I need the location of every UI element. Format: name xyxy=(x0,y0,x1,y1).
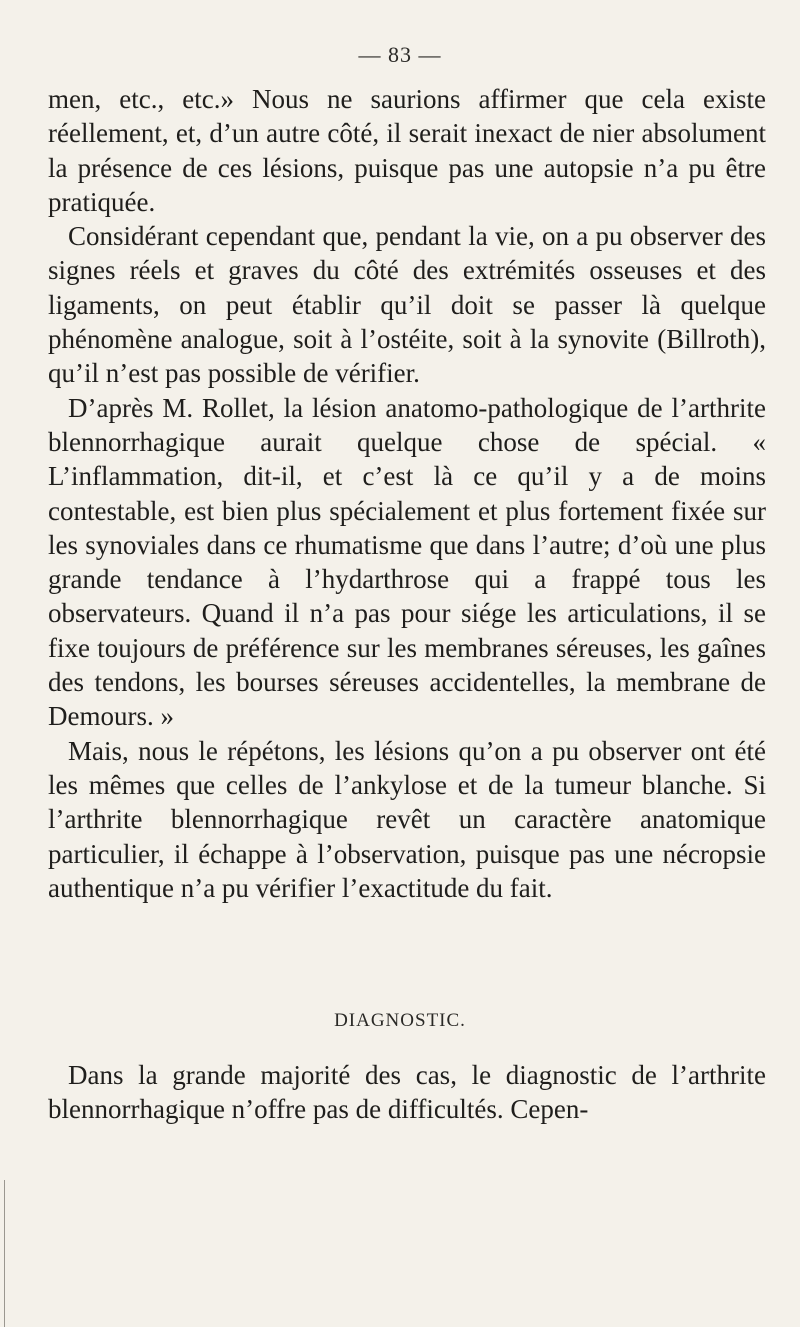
paragraph-2: Considérant cependant que, pendant la vie, on a pu observer des signes réels et graves du côté des extrémités osseuses et des ligaments, on peut établir qu’il doit se passer là quelque phénomène analogue, soit à l’ostéite, soit à la synovite (Billroth), qu’il n’est pas possible de vérifier. xyxy=(48,221,766,389)
paragraph-3: D’après M. Rollet, la lésion anatomo-pathologique de l’arthrite blennorrhagique aurait quelque chose de spécial. « L’inflammation, dit-il, et c’est là ce qu’il y a de moins contestable, est bien plus spécialement et plus fortement fixée sur les synoviales dans ce rhumatisme que dans l’autre; d’où une plus grande tendance à l’hydarthrose qui a frappé tous les observateurs. Quand il n’a pas pour siége les articulations, il se fixe toujours de préférence sur les membranes séreuses, les gaînes des tendons, les bourses séreuses accidentelles, la membrane de Demours. » xyxy=(48,392,766,732)
paragraph-1: men, etc., etc.» Nous ne saurions affirmer que cela existe réellement, et, d’un autre côté, il serait inexact de nier absolument la présence de ces lésions, puisque pas une autopsie n’a pu être pratiquée. xyxy=(48,84,766,217)
section-heading: DIAGNOSTIC. xyxy=(334,1010,466,1031)
page-edge-line xyxy=(4,1180,5,1327)
section-paragraph: Dans la grande majorité des cas, le diagnostic de l’arthrite blennorrhagique n’offre pas de difficultés. Cepen- xyxy=(48,1060,766,1125)
paragraph-4: Mais, nous le répétons, les lésions qu’on a pu observer ont été les mêmes que celles de l’ankylose et de la tumeur blanche. Si l’arthrite blennorrhagique revêt un caractère anatomique particulier, il échappe à l’observation, puisque pas une nécropsie authentique n’a pu vérifier l’exactitude du fait. xyxy=(48,735,766,903)
body-text xyxy=(48,82,766,905)
section-text xyxy=(48,1058,766,1127)
page-number: — 83 — xyxy=(358,42,442,67)
